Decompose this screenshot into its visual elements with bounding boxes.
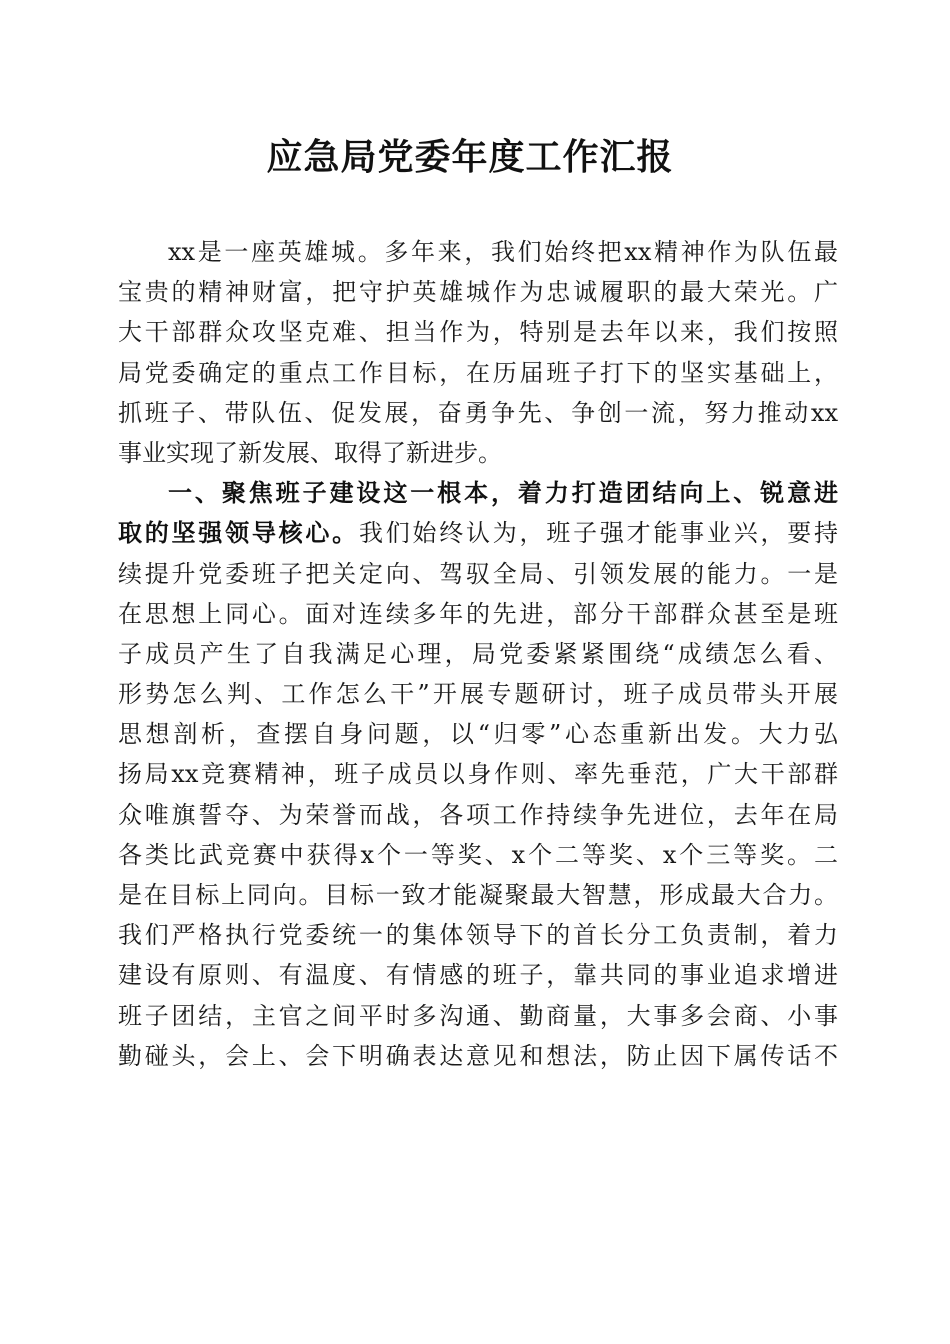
section-1-line-8: 众唯旗誓夺、为荣誉而战，各项工作持续争先进位，去年在局 xyxy=(118,800,838,829)
section-1-line-6: 思想剖析，查摆自身问题，以“归零”心态重新出发。大力弘 xyxy=(118,720,838,749)
section-1-text-start: 我们始终认为，班子强才能事业兴，要持 xyxy=(358,519,839,548)
section-1-line-3: 在思想上同心。面对连续多年的先进，部分干部群众甚至是班 xyxy=(118,599,838,628)
document-title: 应急局党委年度工作汇报 xyxy=(266,136,674,178)
section-1-line-4: 子成员产生了自我满足心理，局党委紧紧围绕“成绩怎么看、 xyxy=(118,639,838,668)
section-1-line-9: 各类比武竞赛中获得x个一等奖、x个二等奖、x个三等奖。二 xyxy=(118,840,838,869)
paragraph-1-line-2: 宝贵的精神财富，把守护英雄城作为忠诚履职的最大荣光。广 xyxy=(118,278,838,307)
section-1-heading-line-2: 取的坚强领导核心。 xyxy=(118,518,359,548)
section-1-line-12: 建设有原则、有温度、有情感的班子，靠共同的事业追求增进 xyxy=(118,961,838,990)
section-1-line-14: 勤碰头，会上、会下明确表达意见和想法，防止因下属传话不 xyxy=(118,1041,838,1070)
section-1-line-7: 扬局xx竞赛精神，班子成员以身作则、率先垂范，广大干部群 xyxy=(118,760,838,789)
section-1-line-1 xyxy=(118,513,838,553)
section-1-line-10: 是在目标上同向。目标一致才能凝聚最大智慧，形成最大合力。 xyxy=(118,881,838,909)
paragraph-1-line-4: 局党委确定的重点工作目标，在历届班子打下的坚实基础上， xyxy=(118,358,838,387)
section-1-heading-line-1: 一、聚焦班子建设这一根本，着力打造团结向上、锐意进 xyxy=(168,478,838,508)
section-1-line-11: 我们严格执行党委统一的集体领导下的首长分工负责制，着力 xyxy=(118,921,838,950)
section-1-line-2: 续提升党委班子把关定向、驾驭全局、引领发展的能力。一是 xyxy=(118,559,838,588)
section-1-line-5: 形势怎么判、工作怎么干”开展专题研讨，班子成员带头开展 xyxy=(118,680,838,709)
section-1-line-13: 班子团结，主官之间平时多沟通、勤商量，大事多会商、小事 xyxy=(118,1001,838,1030)
paragraph-1-line-3: 大干部群众攻坚克难、担当作为，特别是去年以来，我们按照 xyxy=(118,318,838,347)
paragraph-1-line-5: 抓班子、带队伍、促发展，奋勇争先、争创一流，努力推动xx xyxy=(118,398,838,427)
paragraph-1-line-1: xx是一座英雄城。多年来，我们始终把xx精神作为队伍最 xyxy=(168,238,838,266)
paragraph-1-line-6: 事业实现了新发展、取得了新进步。 xyxy=(118,438,502,467)
document-body xyxy=(118,232,838,1076)
